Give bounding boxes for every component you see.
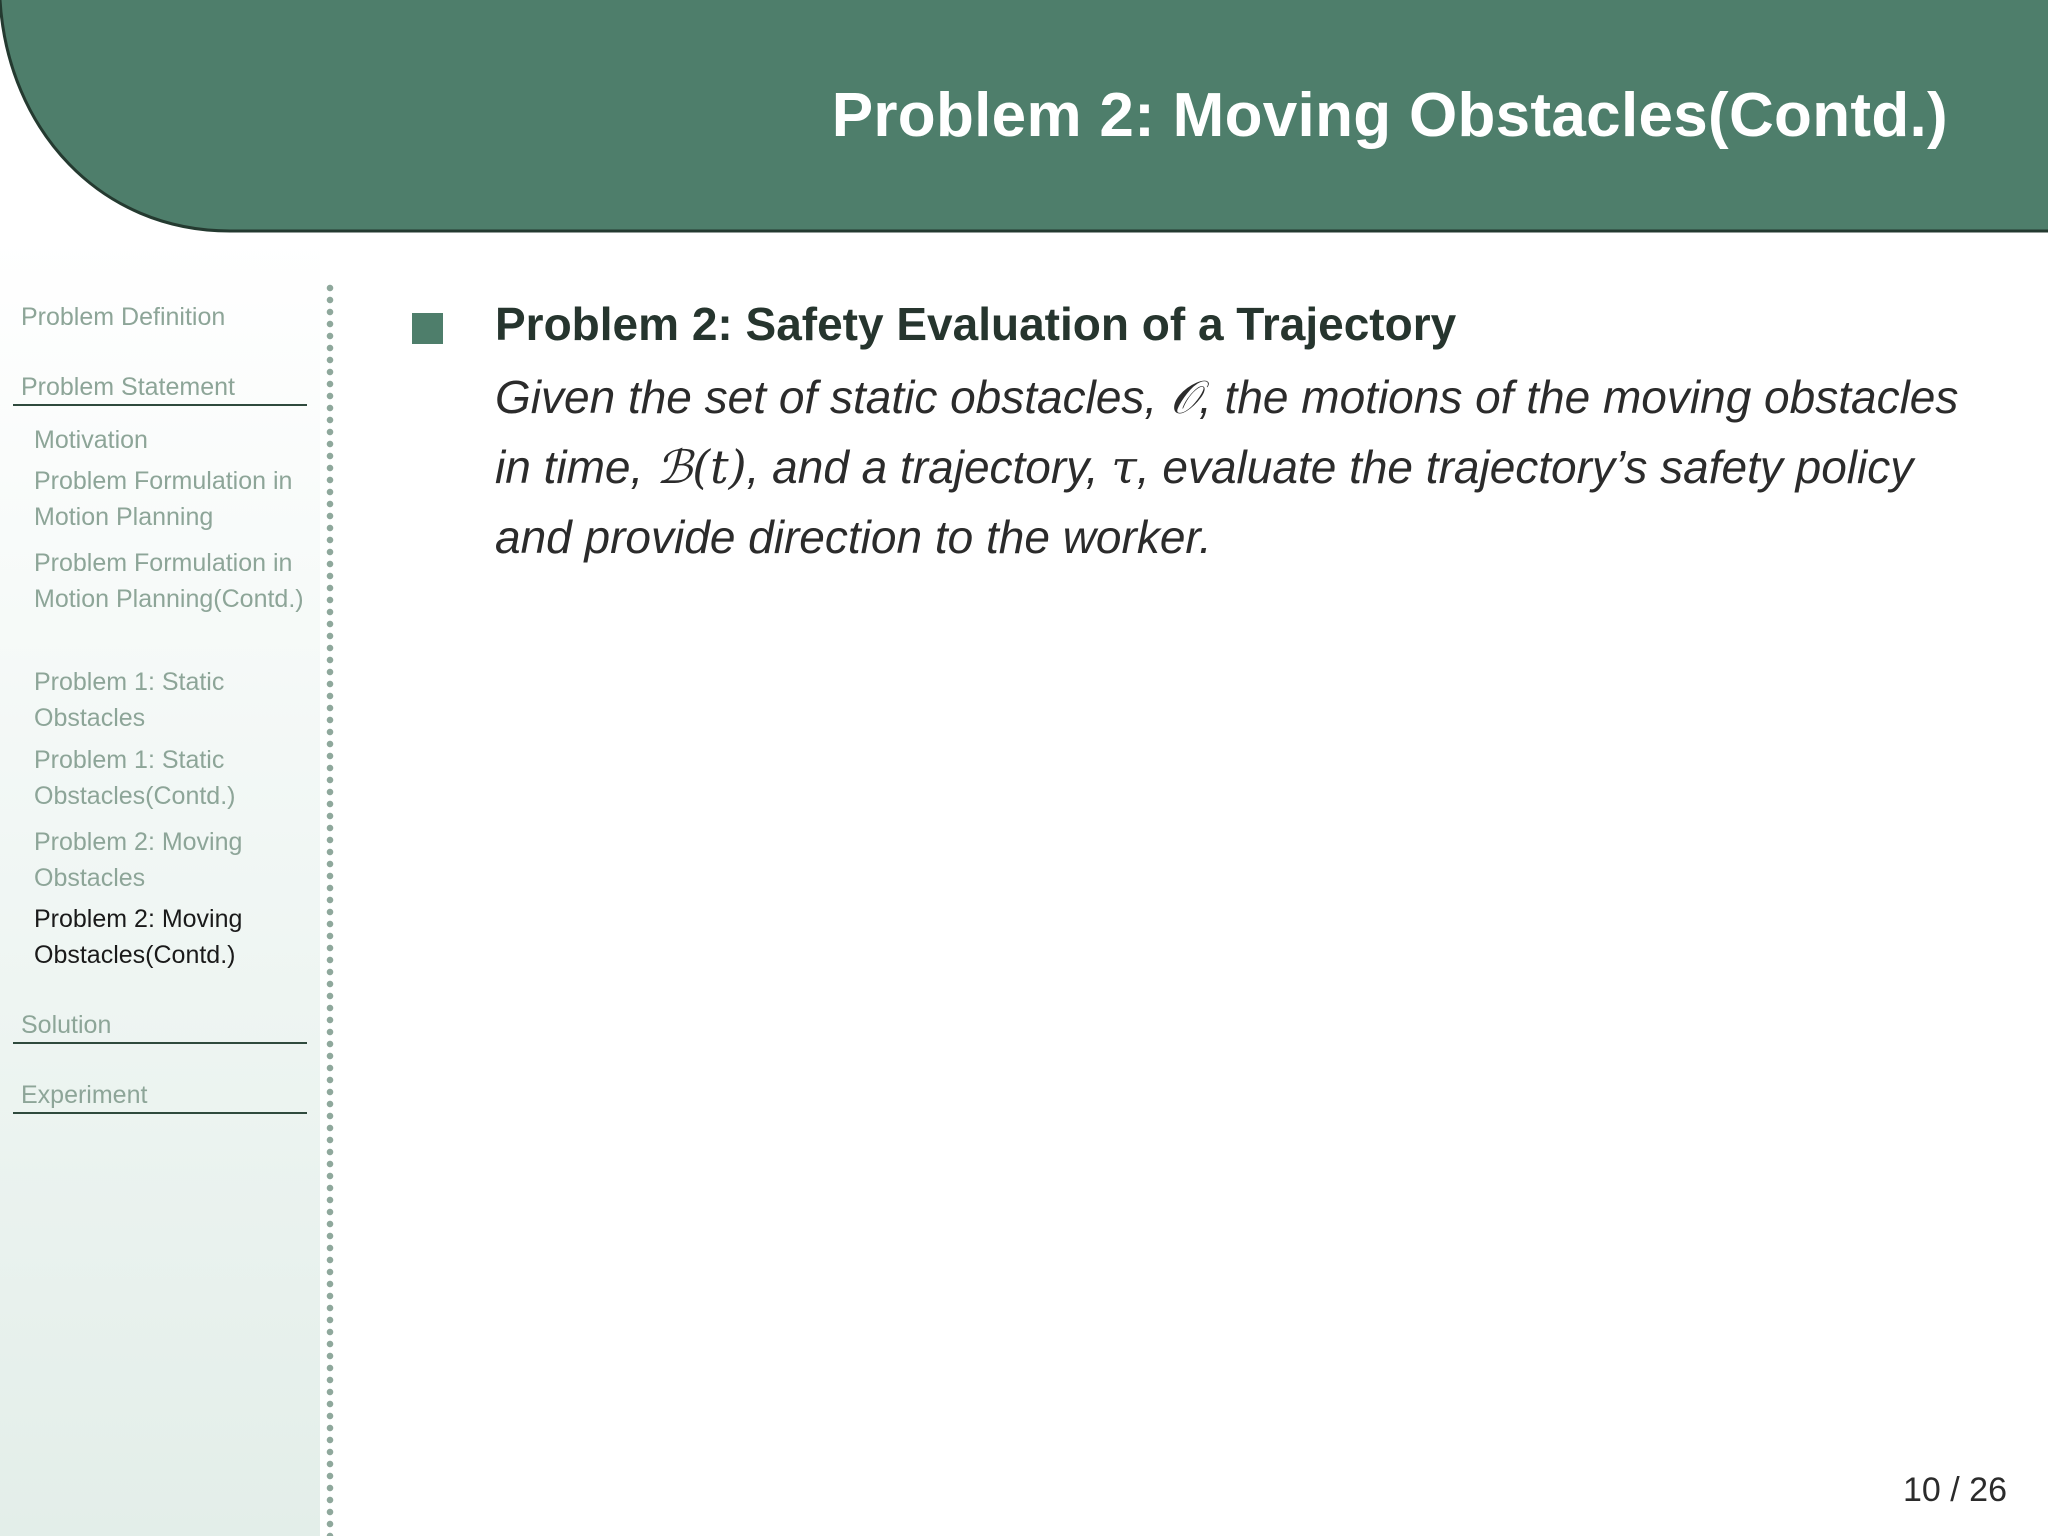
nav-item-problem-formulation-contd[interactable]: Problem Formulation in Motion Planning(Contd.) [34,549,304,613]
math-obstacles-symbol: 𝒪 [1170,370,1199,424]
body-text-part4: , evaluate the trajectory’s safety policy and provide direction to the worker. [495,441,1914,563]
block-title: Problem 2: Safety Evaluation of a Trajectory [495,298,1457,350]
nav-item-problem-1-static[interactable]: Problem 1: Static Obstacles [34,668,225,732]
body-text-part1: Given the set of static obstacles, [495,371,1170,423]
nav-section-experiment[interactable]: Experiment [13,1078,307,1114]
body-text-part2: , the motions of the moving obstacles in time, [495,371,1959,493]
math-trajectory-symbol: τ [1111,440,1137,494]
nav-section-problem-statement[interactable]: Problem Statement [13,370,307,406]
body-text-part3: , and a trajectory, [746,441,1112,493]
sidebar-divider [326,282,334,1536]
block-body [495,362,1975,572]
bullet-square-icon [412,313,443,344]
nav-section-solution[interactable]: Solution [13,1008,307,1044]
nav-item-problem-1-static-contd[interactable]: Problem 1: Static Obstacles(Contd.) [34,746,236,810]
math-moving-obstacles-symbol: ℬ(t) [656,440,747,494]
nav-item-motivation[interactable]: Motivation [34,426,148,454]
slide-title: Problem 2: Moving Obstacles(Contd.) [831,81,1948,150]
nav-item-problem-2-moving-contd[interactable]: Problem 2: Moving Obstacles(Contd.) [34,905,243,969]
nav-item-problem-2-moving[interactable]: Problem 2: Moving Obstacles [34,828,243,892]
nav-item-problem-formulation[interactable]: Problem Formulation in Motion Planning [34,467,293,531]
nav-section-problem-definition[interactable]: Problem Definition [21,303,226,331]
page-number: 10 / 26 [1903,1471,2007,1509]
